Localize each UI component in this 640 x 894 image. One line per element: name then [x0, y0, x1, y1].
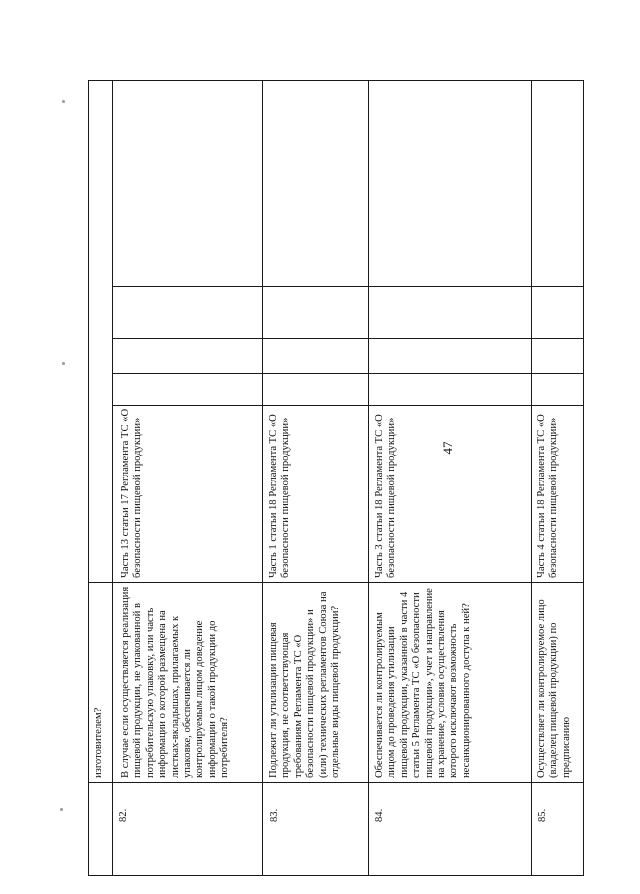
table-border [112, 286, 584, 287]
question-cell: Подлежит ли утилизации пищевая продукция, не соответствующая требованиям Регламента ТС «О безопасности пищевой продукции» и (или) технических регламентов Союза на отдельные виды пищевой продукции? [268, 591, 342, 778]
table-border [368, 80, 369, 876]
question-cell: В случае если осуществляется реализация пищевой продукции, не упакованной в потребительскую упаковку, или часть информации о которой размещена на листках-вкладышах, прилагаемых к упаковке, обеспечивается ли контролируемым лицом доведение информации о такой продукции до потребителя? [120, 586, 231, 778]
row-number: 84. [374, 808, 385, 822]
table-border [112, 80, 113, 876]
table-border [88, 582, 584, 583]
requirement-cell: Часть 3 статьи 18 Регламента ТС «О безопасности пищевой продукции» [374, 414, 398, 578]
table-border [112, 373, 584, 374]
page-number: 47 [440, 441, 455, 455]
table-border [88, 875, 584, 876]
requirement-cell: Часть 13 статьи 17 Регламента ТС «О безопасности пищевой продукции» [120, 408, 144, 578]
table-border [583, 80, 584, 876]
scan-dot [60, 808, 63, 811]
requirement-cell: Часть 4 статьи 18 Регламента ТС «О безопасности пищевой продукции» [536, 414, 560, 578]
table-border [88, 782, 584, 783]
table-border [88, 80, 89, 876]
scan-dot [62, 362, 65, 365]
question-cell: Осуществляет ли контролируемое лицо (владелец пищевой продукции) по предписанию [536, 599, 572, 778]
scan-dot [62, 100, 65, 103]
table-border [112, 338, 584, 339]
table-header-fragment: изготовителем? [93, 707, 104, 778]
table-border [112, 405, 584, 406]
question-cell: Обеспечивается ли контролируемым лицом до проведения утилизации пищевой продукции, указанной в части 4 статьи 5 Регламента ТС «О безопасности пищевой продукции», учет и направление на хранение, условия осуществления которого исключают возможность несанкционированного доступа к ней? [374, 588, 472, 778]
table-border [88, 80, 584, 81]
row-number: 83. [269, 808, 280, 822]
row-number: 82. [118, 808, 129, 822]
row-number: 85. [537, 808, 548, 822]
table-border [531, 80, 532, 876]
requirement-cell: Часть 1 статьи 18 Регламента ТС «О безопасности пищевой продукции» [268, 414, 292, 578]
table-border [262, 80, 263, 876]
